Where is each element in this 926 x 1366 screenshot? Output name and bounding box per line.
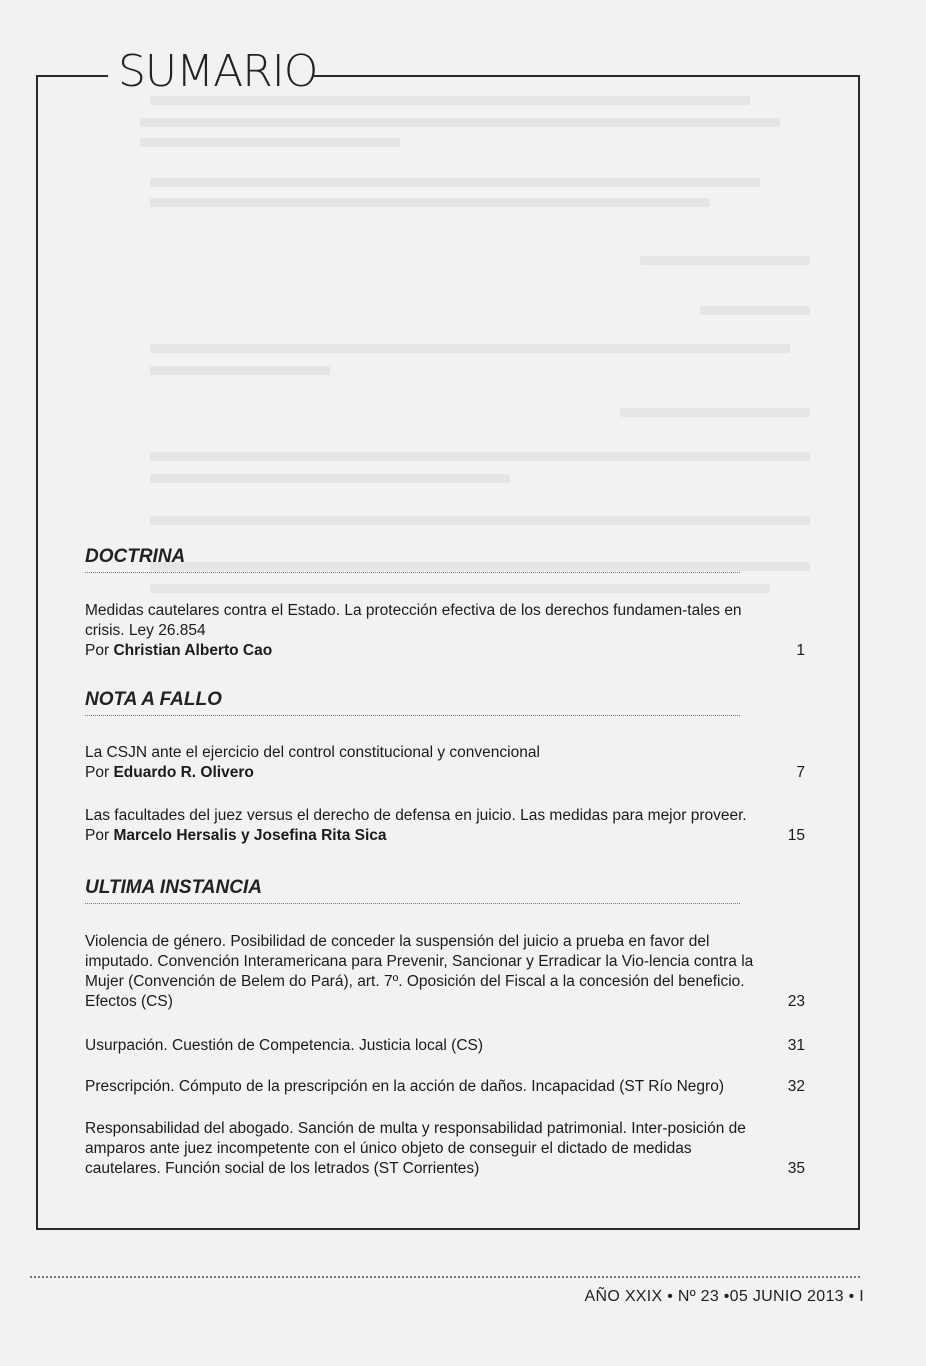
footer-dotted-rule [30, 1276, 860, 1278]
toc-entry[interactable] [85, 806, 805, 846]
entry-author: Por Eduardo R. Olivero [85, 764, 254, 781]
entry-page-number: 7 [796, 764, 805, 781]
section-heading-doctrina: DOCTRINA [85, 546, 740, 573]
toc-entry[interactable] [85, 1119, 805, 1179]
page-footer: AÑO XXIX • Nº 23 •05 JUNIO 2013 • I [584, 1288, 864, 1305]
toc-entry[interactable] [85, 1077, 805, 1097]
entry-title: Usurpación. Cuestión de Competencia. Justicia local (CS) [85, 1037, 484, 1054]
entry-page-number: 23 [787, 993, 805, 1010]
entry-page-number: 35 [787, 1160, 805, 1177]
entry-page-number: 31 [787, 1037, 805, 1054]
entry-title: Violencia de género. Posibilidad de conceder la suspensión del juicio a prueba en favor del imputado. Convención Interamericana para Prevenir, Sancionar y Erradicar la Vio-lencia contra la Mujer (Convención de Belem do Pará), art. 7º. Oposición del Fiscal a la concesión del beneficio. Efectos (CS) [85, 933, 754, 1010]
toc-entry[interactable] [85, 743, 805, 783]
entry-author: Por Christian Alberto Cao [85, 642, 273, 659]
page-title: SUMARIO [118, 46, 318, 97]
entry-page-number: 1 [796, 642, 805, 659]
section-heading-ultima-instancia: ULTIMA INSTANCIA [85, 877, 740, 904]
entry-page-number: 32 [787, 1078, 805, 1095]
entry-title: Medidas cautelares contra el Estado. La protección efectiva de los derechos fundamen-tales en crisis. Ley 26.854 [85, 602, 742, 639]
toc-entry[interactable] [85, 1036, 805, 1056]
toc-entry[interactable] [85, 932, 805, 1012]
entry-title: La CSJN ante el ejercicio del control constitucional y convencional [85, 744, 540, 761]
entry-title: Responsabilidad del abogado. Sanción de multa y responsabilidad patrimonial. Inter-posición de amparos ante juez incompetente con el único objeto de conseguir el dictado de medidas cautelares. Función social de los letrados (ST Corrientes) [85, 1120, 746, 1177]
entry-author: Por Marcelo Hersalis y Josefina Rita Sica [85, 827, 387, 844]
toc-entry[interactable] [85, 601, 805, 661]
entry-title: Prescripción. Cómputo de la prescripción en la acción de daños. Incapacidad (ST Río Negro) [85, 1078, 724, 1095]
section-heading-nota-a-fallo: NOTA A FALLO [85, 689, 740, 716]
entry-title: Las facultades del juez versus el derecho de defensa en juicio. Las medidas para mejor proveer. [85, 807, 747, 824]
entry-page-number: 15 [787, 827, 805, 844]
